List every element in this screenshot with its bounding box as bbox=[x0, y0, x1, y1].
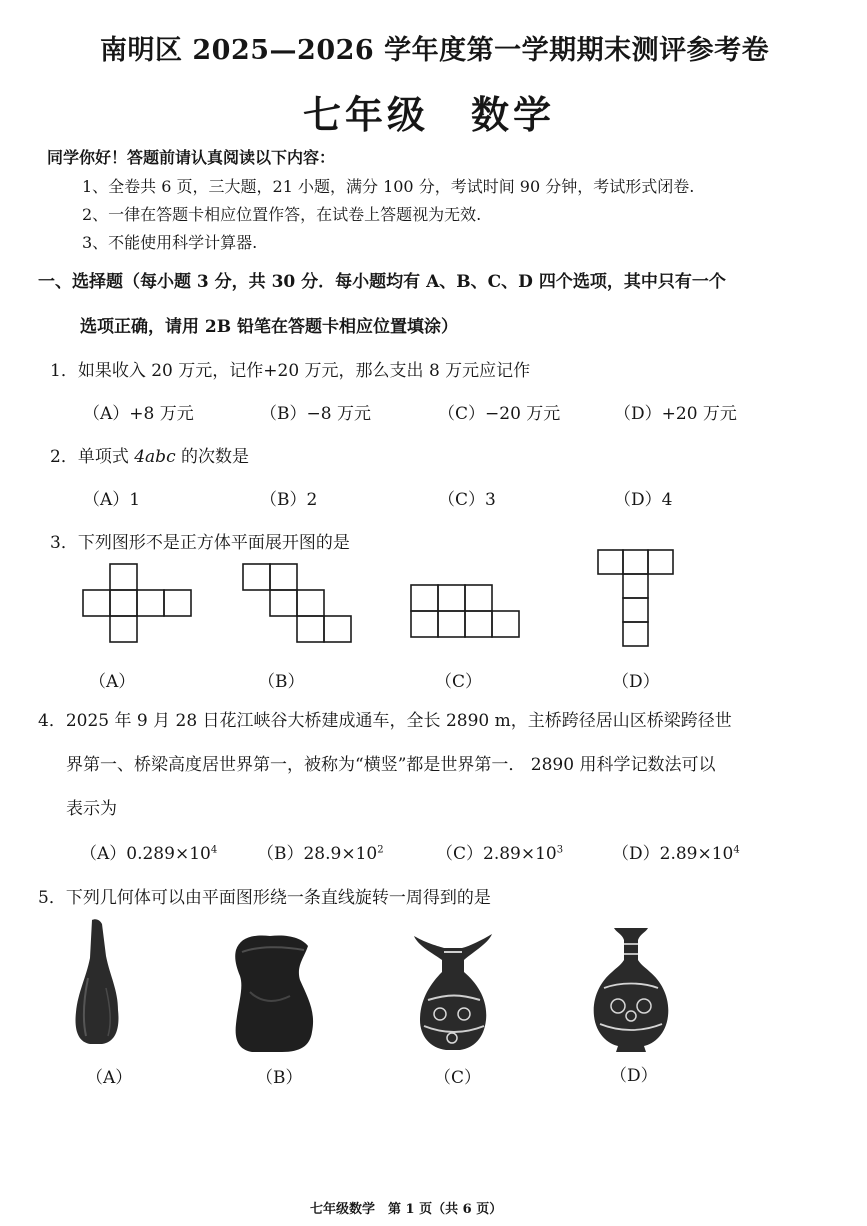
q4-option-b-base: （B）28.9×10 bbox=[257, 844, 378, 864]
q3-stem: 3．下列图形不是正方体平面展开图的是 bbox=[50, 533, 350, 553]
q4-option-d-exponent: 4 bbox=[733, 844, 740, 856]
q4-option-c-base: （C）2.89×10 bbox=[436, 844, 557, 864]
q1-option-a: （A）+8 万元 bbox=[83, 404, 194, 424]
q2-option-b: （B）2 bbox=[260, 490, 318, 510]
vase-b-image bbox=[230, 932, 320, 1054]
q3-option-d: （D） bbox=[612, 672, 660, 692]
q4-stem-line2: 界第一、桥梁高度居世界第一，被称为“横竖”都是世界第一． 2890 用科学记数法可以 bbox=[66, 755, 716, 775]
q4-option-a-exponent: 4 bbox=[210, 844, 218, 856]
q2-option-a: （A）1 bbox=[83, 490, 141, 510]
q2-option-d: （D）4 bbox=[614, 490, 673, 510]
q3-option-c: （C） bbox=[435, 672, 483, 692]
q5-option-a: （A） bbox=[86, 1068, 133, 1088]
intro-rule-2: 2、一律在答题卡相应位置作答，在试卷上答题视为无效. bbox=[82, 205, 482, 224]
exam-title: 南明区 2025—2026 学年度第一学期期末测评参考卷 bbox=[100, 35, 770, 66]
q2-stem-expression: 4abc bbox=[134, 447, 176, 467]
q4-stem-line3: 表示为 bbox=[66, 799, 117, 819]
q1-stem: 1．如果收入 20 万元，记作+20 万元，那么支出 8 万元应记作 bbox=[50, 361, 531, 381]
vase-a-image bbox=[66, 918, 136, 1046]
cube-net-d bbox=[597, 549, 677, 649]
cube-net-a bbox=[82, 563, 194, 643]
q1-option-b: （B）−8 万元 bbox=[260, 404, 371, 424]
q4-option-a bbox=[80, 839, 217, 864]
q3-option-b: （B） bbox=[258, 672, 305, 692]
q4-stem-line1: 4．2025 年 9 月 28 日花江峡谷大桥建成通车，全长 2890 m，主桥跨径居山区桥梁跨径世 bbox=[38, 711, 732, 731]
cube-net-c bbox=[410, 584, 522, 640]
intro-greeting: 同学你好！答题前请认真阅读以下内容： bbox=[47, 148, 336, 167]
q1-option-d: （D）+20 万元 bbox=[614, 404, 737, 424]
q1-option-c: （C）−20 万元 bbox=[438, 404, 561, 424]
q5-option-c: （C） bbox=[434, 1068, 482, 1088]
vase-c-image bbox=[408, 930, 498, 1054]
q4-option-c-exponent: 3 bbox=[556, 844, 564, 856]
exam-subtitle: 七年级 数学 bbox=[303, 92, 556, 137]
intro-rule-1: 1、全卷共 6 页，三大题，21 小题，满分 100 分，考试时间 90 分钟，考试形式闭卷. bbox=[82, 177, 695, 196]
q5-option-b: （B） bbox=[256, 1068, 303, 1088]
section1-heading-line2: 选项正确，请用 2B 铅笔在答题卡相应位置填涂） bbox=[80, 317, 459, 337]
q4-option-b-exponent: 2 bbox=[377, 844, 384, 856]
vase-d-image bbox=[590, 924, 672, 1054]
q2-option-c: （C）3 bbox=[438, 490, 496, 510]
q4-option-a-base: （A）0.289×10 bbox=[80, 844, 211, 864]
q5-stem: 5．下列几何体可以由平面图形绕一条直线旋转一周得到的是 bbox=[38, 888, 491, 908]
intro-rule-3: 3、不能使用科学计算器. bbox=[82, 233, 258, 252]
q4-option-b bbox=[257, 839, 384, 864]
q5-option-d: （D） bbox=[610, 1066, 658, 1086]
q2-stem bbox=[50, 442, 249, 467]
q4-option-d-base: （D）2.89×10 bbox=[612, 844, 734, 864]
q3-option-a: （A） bbox=[89, 672, 136, 692]
q2-stem-suffix: 的次数是 bbox=[175, 447, 249, 467]
q4-option-c bbox=[436, 839, 563, 864]
cube-net-b bbox=[242, 563, 354, 643]
q4-option-d bbox=[612, 839, 740, 864]
page-footer: 七年级数学 第 1 页（共 6 页） bbox=[310, 1202, 503, 1217]
q2-stem-prefix: 2．单项式 bbox=[50, 447, 135, 467]
section1-heading-line1: 一、选择题（每小题 3 分，共 30 分．每小题均有 A、B、C、D 四个选项，其中只有一个 bbox=[38, 272, 726, 292]
